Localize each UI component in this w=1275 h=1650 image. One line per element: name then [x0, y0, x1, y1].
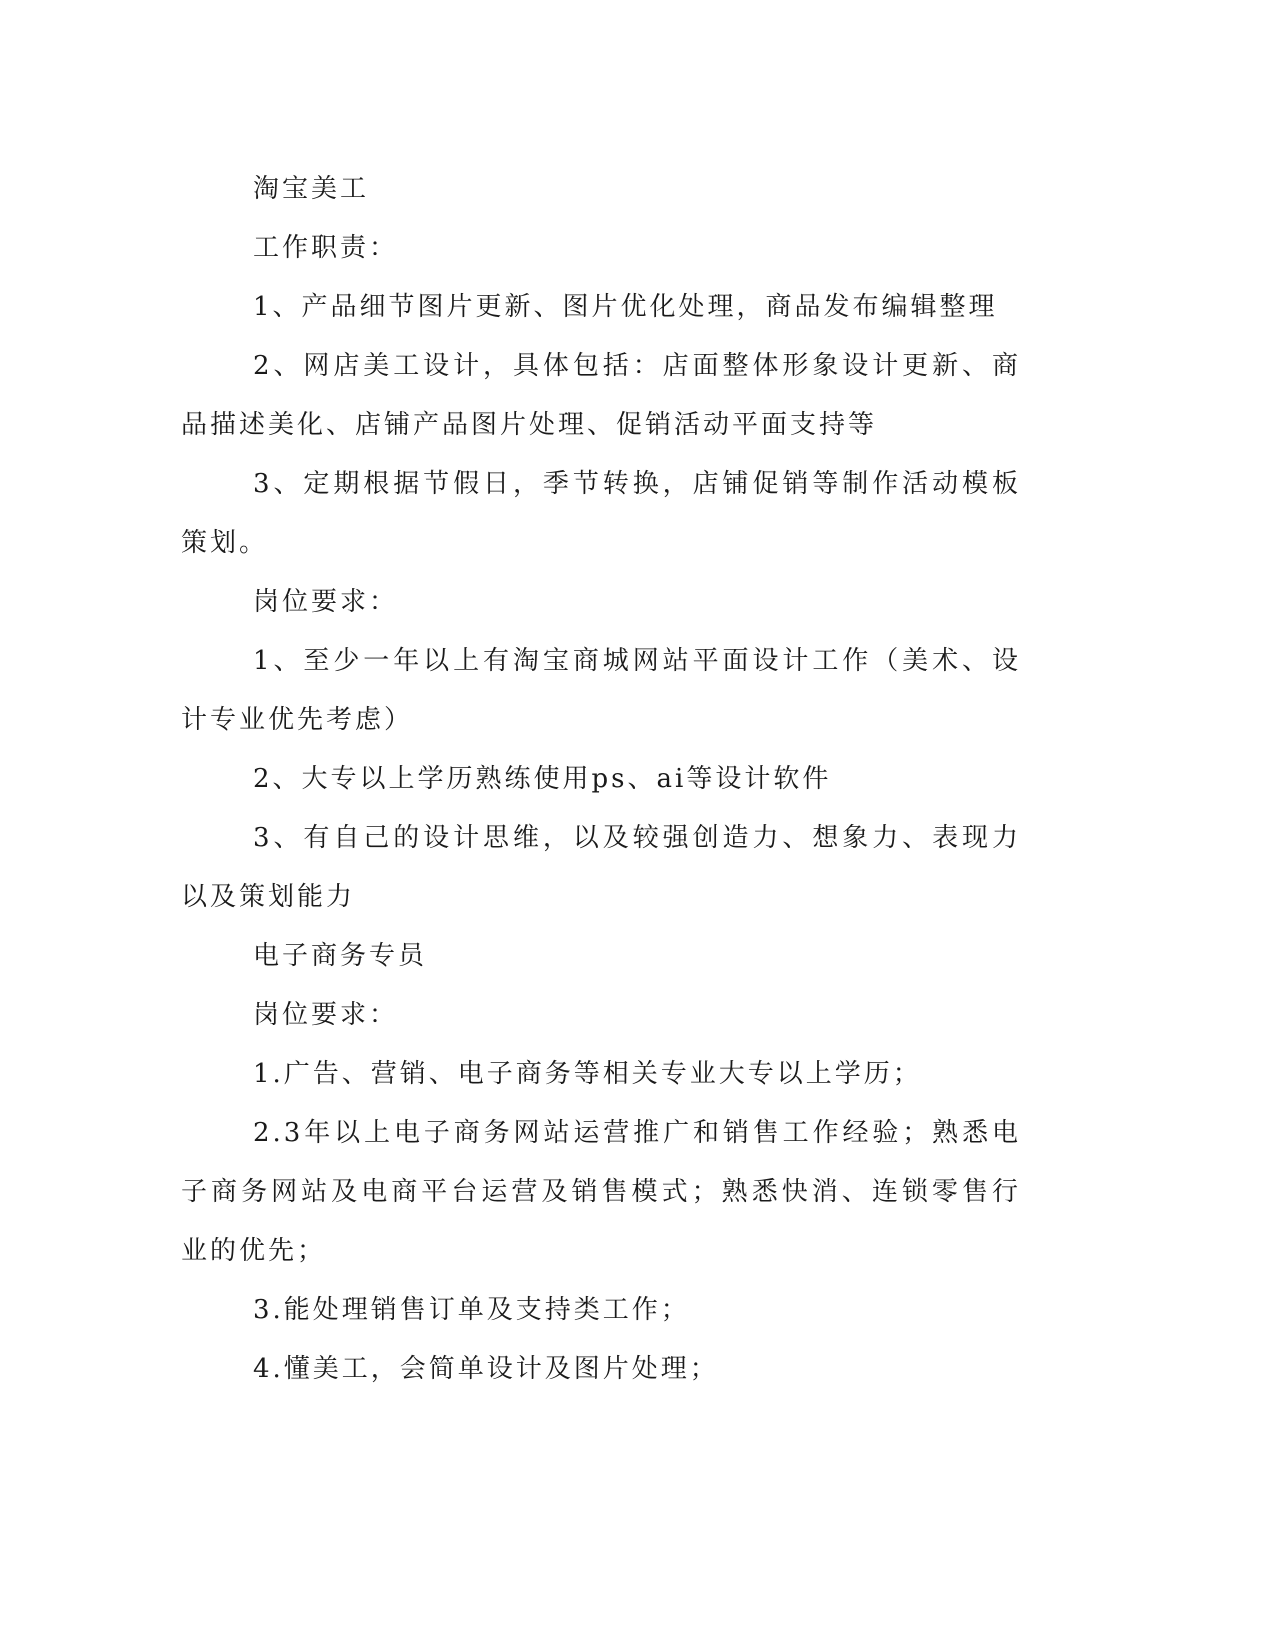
section-label-requirements-2: 岗位要求：	[253, 1000, 399, 1030]
ecommerce-requirement-item-4: 4.懂美工，会简单设计及图片处理；	[253, 1354, 719, 1384]
section-label-duties: 工作职责：	[253, 233, 399, 263]
duty-item-3: 3、定期根据节假日，季节转换，店铺促销等制作活动模板策划。	[181, 469, 1021, 558]
requirement-item-1: 1、至少一年以上有淘宝商城网站平面设计工作（美术、设计专业优先考虑）	[181, 646, 1021, 735]
ecommerce-requirement-item-1: 1.广告、营销、电子商务等相关专业大专以上学历；	[253, 1059, 922, 1089]
requirement-item-3: 3、有自己的设计思维，以及较强创造力、想象力、表现力以及策划能力	[181, 823, 1021, 912]
duty-item-2: 2、网店美工设计，具体包括：店面整体形象设计更新、商品描述美化、店铺产品图片处理、促销活动平面支持等	[181, 351, 1021, 440]
ecommerce-requirement-item-2: 2.3年以上电子商务网站运营推广和销售工作经验；熟悉电子商务网站及电商平台运营及销售模式；熟悉快消、连锁零售行业的优先；	[181, 1118, 1021, 1266]
ecommerce-requirement-item-3: 3.能处理销售订单及支持类工作；	[253, 1295, 690, 1325]
section-label-requirements: 岗位要求：	[253, 587, 399, 617]
duty-item-1: 1、产品细节图片更新、图片优化处理，商品发布编辑整理	[253, 292, 998, 322]
heading-ecommerce-specialist: 电子商务专员	[253, 941, 428, 971]
document-body	[181, 160, 1021, 1399]
requirement-item-2: 2、大专以上学历熟练使用ps、ai等设计软件	[253, 764, 832, 794]
heading-taobao-designer: 淘宝美工	[253, 174, 370, 204]
